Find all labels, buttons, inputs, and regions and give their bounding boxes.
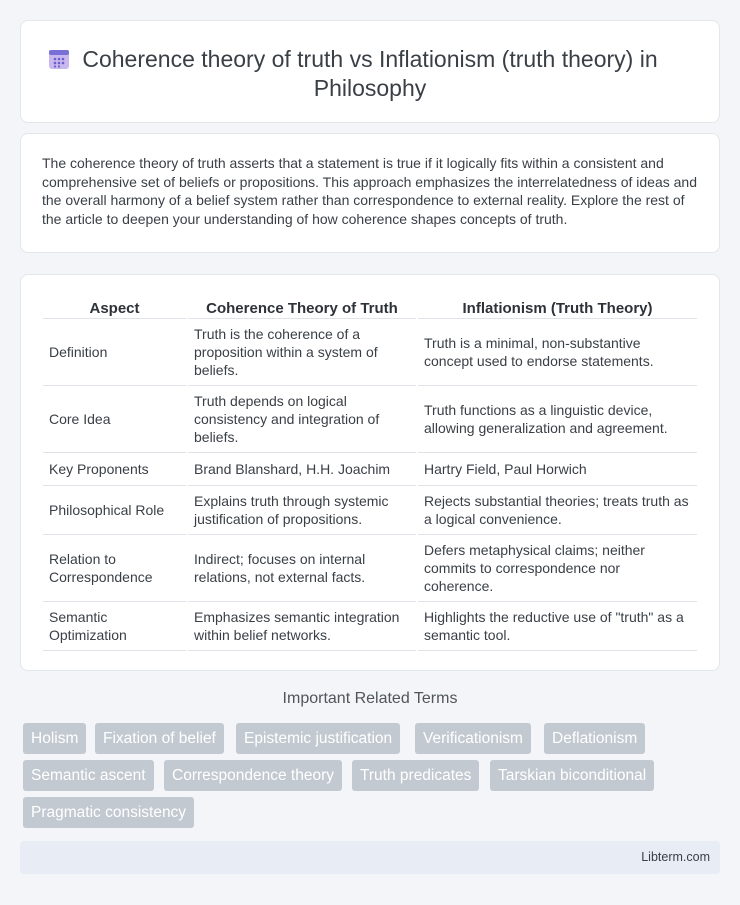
table-cell-coherence: Indirect; focuses on internal relations, not external facts. <box>188 535 416 602</box>
table-cell-coherence: Truth depends on logical consistency and integration of beliefs. <box>188 386 416 453</box>
table-cell-aspect: Key Proponents <box>43 453 186 486</box>
tag-semantic-ascent[interactable]: Semantic ascent <box>23 760 154 791</box>
table-cell-aspect: Philosophical Role <box>43 486 186 535</box>
tag-holism[interactable]: Holism <box>23 723 86 754</box>
table-cell-inflationism: Highlights the reductive use of "truth" as a semantic tool. <box>418 602 697 651</box>
table-row <box>43 319 697 386</box>
footer <box>20 841 720 874</box>
tag-epistemic-justification[interactable]: Epistemic justification <box>236 723 400 754</box>
table-row <box>43 386 697 453</box>
comparison-table-card <box>20 274 720 671</box>
page-title: Coherence theory of truth vs Inflationism (truth theory) in Philosophy <box>82 46 658 101</box>
tag-tarskian-biconditional[interactable]: Tarskian biconditional <box>490 760 654 791</box>
table-cell-inflationism: Hartry Field, Paul Horwich <box>418 453 697 486</box>
table-cell-coherence: Truth is the coherence of a proposition within a system of beliefs. <box>188 319 416 386</box>
intro-card <box>20 133 720 253</box>
column-header-inflationism: Inflationism (Truth Theory) <box>418 295 697 319</box>
table-cell-inflationism: Defers metaphysical claims; neither commits to correspondence nor coherence. <box>418 535 697 602</box>
tag-correspondence-theory[interactable]: Correspondence theory <box>164 760 342 791</box>
column-header-aspect: Aspect <box>43 295 186 319</box>
column-header-coherence: Coherence Theory of Truth <box>188 295 416 319</box>
table-row <box>43 535 697 602</box>
tag-deflationism[interactable]: Deflationism <box>544 723 645 754</box>
tag-fixation-of-belief[interactable]: Fixation of belief <box>95 723 224 754</box>
table-row <box>43 602 697 651</box>
title-card <box>20 20 720 123</box>
table-cell-inflationism: Truth functions as a linguistic device, allowing generalization and agreement. <box>418 386 697 453</box>
table-row <box>43 453 697 486</box>
table-cell-aspect: Definition <box>43 319 186 386</box>
table-cell-aspect: Relation to Correspondence <box>43 535 186 602</box>
table-cell-aspect: Core Idea <box>43 386 186 453</box>
table-cell-inflationism: Truth is a minimal, non-substantive concept used to endorse statements. <box>418 319 697 386</box>
comparison-table <box>41 295 699 651</box>
intro-paragraph: The coherence theory of truth asserts that a statement is true if it logically fits within a consistent and comprehensive set of beliefs or propositions. This approach emphasizes the interrelatedness of ideas and the overall harmony of a belief system rather than correspondence to external reality. Explore the rest of the article to deepen your understanding of how coherence shapes concepts of truth. <box>42 155 698 227</box>
table-cell-coherence: Emphasizes semantic integration within belief networks. <box>188 602 416 651</box>
tag-pragmatic-consistency[interactable]: Pragmatic consistency <box>23 797 194 828</box>
table-cell-aspect: Semantic Optimization <box>43 602 186 651</box>
tag-verificationism[interactable]: Verificationism <box>415 723 531 754</box>
table-cell-coherence: Explains truth through systemic justification of propositions. <box>188 486 416 535</box>
related-terms-heading: Important Related Terms <box>282 690 458 707</box>
table-header-row <box>43 295 697 319</box>
tag-truth-predicates[interactable]: Truth predicates <box>352 760 479 791</box>
table-cell-coherence: Brand Blanshard, H.H. Joachim <box>188 453 416 486</box>
footer-site-link[interactable]: Libterm.com <box>641 850 710 864</box>
table-cell-inflationism: Rejects substantial theories; treats truth as a logical convenience. <box>418 486 697 535</box>
table-row <box>43 486 697 535</box>
